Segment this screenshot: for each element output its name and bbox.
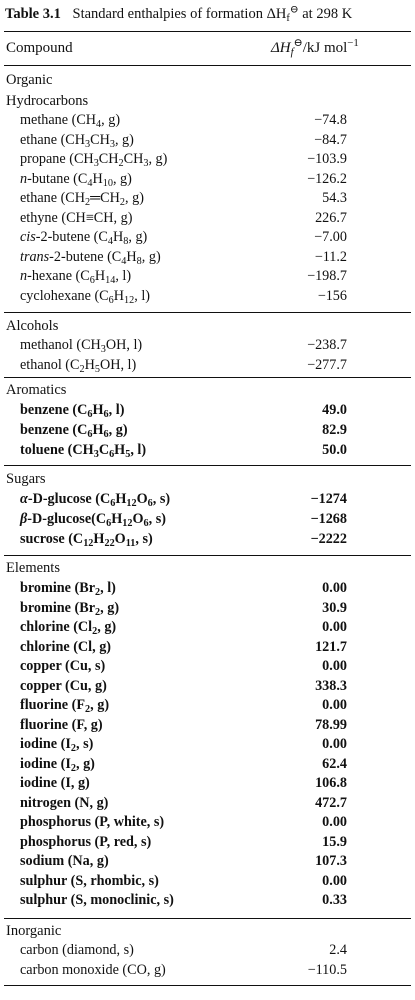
table-row <box>0 891 415 910</box>
table-number: Table 3.1 <box>5 6 61 22</box>
table-row <box>0 735 415 754</box>
enthalpy-value: 62.4 <box>322 756 347 772</box>
caption-text: Standard enthalpies of formation ΔH <box>72 6 287 22</box>
compound-name: cis-2-butene ($C_4H_8$, g) <box>20 229 148 247</box>
enthalpy-value: 121.7 <box>315 639 347 655</box>
top-rule <box>4 31 411 32</box>
compound-name: ethane ($CH_2═CH_2$, g) <box>20 190 144 208</box>
header-rule <box>4 65 411 66</box>
enthalpy-value: −126.2 <box>307 171 347 187</box>
table-row <box>0 441 415 460</box>
table-row <box>0 941 415 960</box>
compound-name: carbon (diamond, s) <box>20 942 134 958</box>
table-row <box>0 872 415 891</box>
compound-name: trans-2-butene ($C_4H_8$, g) <box>20 249 161 267</box>
table-row <box>0 638 415 657</box>
enthalpy-value: 50.0 <box>322 442 347 458</box>
table-row <box>0 530 415 549</box>
table-row <box>0 852 415 871</box>
table-caption <box>5 6 352 23</box>
enthalpy-value: −156 <box>317 288 347 304</box>
table-row <box>0 599 415 618</box>
section-hydrocarbons: Hydrocarbons <box>6 93 89 109</box>
table-row <box>0 170 415 189</box>
enthalpy-value: 82.9 <box>322 422 347 438</box>
enthalpy-value: 0.33 <box>322 892 347 908</box>
compound-name: chlorine (Cl, g) <box>20 639 112 655</box>
enthalpy-value: 49.0 <box>322 402 347 418</box>
table-row <box>0 248 415 267</box>
compound-name: sulphur (S, monoclinic, s) <box>20 892 174 908</box>
enthalpy-value: −7.00 <box>314 229 347 245</box>
compound-name: ethane ($CH_3CH_3$, g) <box>20 132 134 150</box>
table-row <box>0 287 415 306</box>
enthalpy-value: 472.7 <box>315 795 347 811</box>
table-row <box>0 228 415 247</box>
section-rule-aromatics <box>4 377 411 378</box>
table-row <box>0 111 415 130</box>
header-sub: f <box>290 46 294 59</box>
compound-name: fluorine ($F_2$, g) <box>20 697 110 715</box>
compound-name: iodine (I, g) <box>20 775 90 791</box>
section-aromatics: Aromatics <box>6 382 67 398</box>
compound-name: bromine ($Br_2$, g) <box>20 600 120 618</box>
compound-name: toluene ($CH_3C_6H_5$, l) <box>20 442 147 460</box>
enthalpy-value: 2.4 <box>329 942 347 958</box>
compound-name: chlorine ($Cl_2$, g) <box>20 619 117 637</box>
enthalpy-value: 54.3 <box>322 190 347 206</box>
compound-name: methanol ($CH_3OH$, l) <box>20 337 143 355</box>
table-row <box>0 657 415 676</box>
enthalpy-value: 107.3 <box>315 853 347 869</box>
compound-name: α-D-glucose ($C_6H_{12}O_6$, s) <box>20 491 171 509</box>
enthalpy-value: 338.3 <box>315 678 347 694</box>
enthalpy-value: −11.2 <box>314 249 347 265</box>
compound-name: benzene ($C_6H_6$, l) <box>20 402 125 420</box>
table-row <box>0 421 415 440</box>
header-unit-sup: −1 <box>347 37 359 50</box>
section-rule-elements <box>4 555 411 556</box>
compound-name: n-hexane ($C_6H_{14}$, l) <box>20 268 132 286</box>
table-row <box>0 336 415 355</box>
table-row <box>0 677 415 696</box>
table-row <box>0 813 415 832</box>
table-row <box>0 716 415 735</box>
section-rule-sugars <box>4 465 411 466</box>
compound-name: benzene ($C_6H_6$, g) <box>20 422 128 440</box>
table-row <box>0 356 415 375</box>
header-sup: ⊖ <box>293 37 303 50</box>
caption-tail: at 298 K <box>302 6 353 22</box>
column-header-compound: Compound <box>6 40 73 56</box>
section-alcohols: Alcohols <box>6 318 59 334</box>
caption-sub: f <box>286 12 290 24</box>
compound-name: copper (Cu, g) <box>20 678 107 694</box>
section-elements: Elements <box>6 560 60 576</box>
enthalpy-value: −84.7 <box>314 132 347 148</box>
compound-name: ethanol ($C_2H_5OH$, l) <box>20 357 137 375</box>
compound-name: phosphorus (P, white, s) <box>20 814 165 830</box>
enthalpy-value: 15.9 <box>322 834 347 850</box>
enthalpy-value: −2222 <box>310 531 347 547</box>
enthalpy-value: −198.7 <box>307 268 347 284</box>
compound-name: nitrogen (N, g) <box>20 795 109 811</box>
compound-name: iodine ($I_2$, s) <box>20 736 94 754</box>
table-row <box>0 794 415 813</box>
table-row <box>0 209 415 228</box>
caption-sup: ⊖ <box>289 4 299 16</box>
compound-name: ethyne (CH≡CH, g) <box>20 210 133 226</box>
enthalpy-value: 0.00 <box>322 814 347 830</box>
compound-name: sodium (Na, g) <box>20 853 109 869</box>
enthalpy-value: −1274 <box>310 491 347 507</box>
bottom-rule <box>4 985 411 986</box>
compound-name: fluorine (F, g) <box>20 717 103 733</box>
section-sugars: Sugars <box>6 471 46 487</box>
compound-name: sulphur (S, rhombic, s) <box>20 873 159 889</box>
enthalpy-value: −103.9 <box>307 151 347 167</box>
enthalpy-value: 78.99 <box>315 717 347 733</box>
table-row <box>0 510 415 529</box>
compound-name: copper (Cu, s) <box>20 658 106 674</box>
enthalpy-value: 0.00 <box>322 580 347 596</box>
enthalpy-value: 0.00 <box>322 873 347 889</box>
compound-name: sucrose ($C_{12}H_{22}O_{11}$, s) <box>20 531 153 549</box>
enthalpy-value: 0.00 <box>322 619 347 635</box>
section-rule-alcohols <box>4 312 411 313</box>
table-row <box>0 774 415 793</box>
column-header-value <box>271 37 359 59</box>
compound-name: carbon monoxide (CO, g) <box>20 962 166 978</box>
section-inorganic: Inorganic <box>6 923 62 939</box>
enthalpy-value: −74.8 <box>314 112 347 128</box>
table-row <box>0 696 415 715</box>
table-row <box>0 579 415 598</box>
enthalpy-value: 0.00 <box>322 697 347 713</box>
section-organic: Organic <box>6 72 53 88</box>
enthalpy-value: −1268 <box>310 511 347 527</box>
table-row <box>0 618 415 637</box>
enthalpy-value: 30.9 <box>322 600 347 616</box>
enthalpy-value: 106.8 <box>315 775 347 791</box>
compound-name: propane ($CH_3CH_2CH_3$, g) <box>20 151 168 169</box>
enthalpy-value: −238.7 <box>307 337 347 353</box>
table-row <box>0 961 415 980</box>
enthalpy-value: −277.7 <box>307 357 347 373</box>
section-rule-inorganic <box>4 918 411 919</box>
header-unit: /kJ mol <box>302 40 348 56</box>
enthalpy-value: 0.00 <box>322 736 347 752</box>
compound-name: $\beta-D-glucose(C_6H_{12}O_6$, s) <box>20 511 166 529</box>
table-row <box>0 833 415 852</box>
enthalpy-value: 0.00 <box>322 658 347 674</box>
header-symbol: ΔH <box>271 40 291 56</box>
table-row <box>0 150 415 169</box>
table-row <box>0 189 415 208</box>
compound-name: methane ($CH_4$, g) <box>20 112 121 130</box>
table-row <box>0 267 415 286</box>
compound-name: n-butane ($C_4H_{10}$, g) <box>20 171 132 189</box>
compound-name: iodine ($I_2$, g) <box>20 756 95 774</box>
compound-name: phosphorus (P, red, s) <box>20 834 152 850</box>
table-row <box>0 755 415 774</box>
table-row <box>0 401 415 420</box>
table-row <box>0 490 415 509</box>
table-row <box>0 131 415 150</box>
enthalpy-value: 226.7 <box>315 210 347 226</box>
compound-name: bromine ($Br_2$, l) <box>20 580 116 598</box>
enthalpy-value: −110.5 <box>307 962 347 978</box>
compound-name: cyclohexane ($C_6H_{12}$, l) <box>20 288 150 306</box>
